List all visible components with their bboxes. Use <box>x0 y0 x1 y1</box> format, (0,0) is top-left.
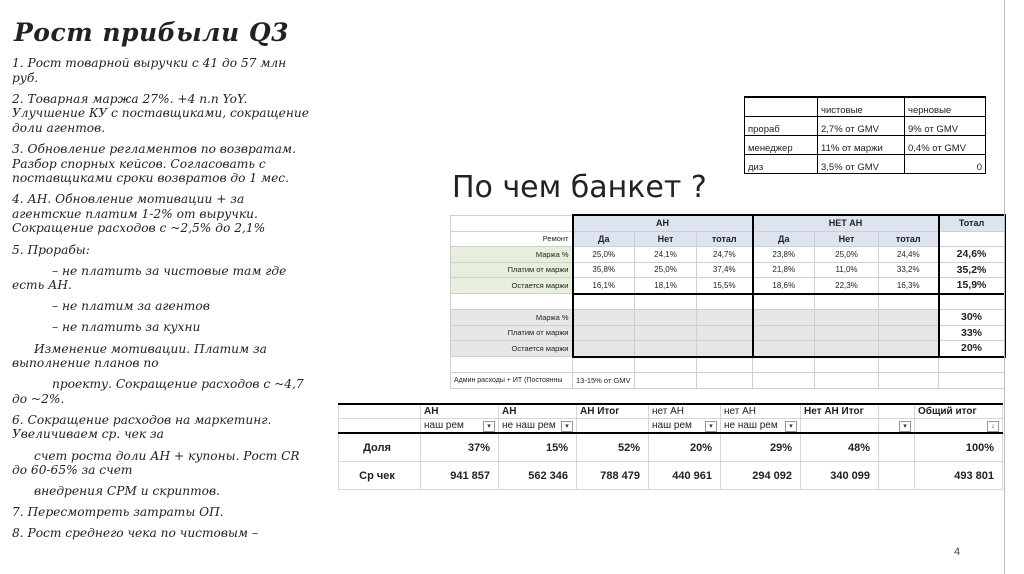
list-item: 6. Сокращение расходов на маркетинг. Увеличиваем ср. чек за <box>12 412 272 442</box>
row-label: Доля <box>339 433 421 462</box>
table-cell: 15,9% <box>939 278 1005 294</box>
column-header: АН Итог <box>577 404 649 419</box>
divider <box>1004 0 1005 574</box>
section-heading: По чем банкет ? <box>452 170 707 205</box>
column-header: Да <box>753 231 815 247</box>
dropdown-icon[interactable]: ▾ <box>785 421 797 432</box>
table-cell <box>879 462 915 490</box>
pivot-table <box>338 403 1003 490</box>
table-cell: 15,5% <box>697 278 753 294</box>
table-cell: 788 479 <box>577 462 649 490</box>
remont-label: Ремонт <box>451 231 573 247</box>
table-row <box>451 325 1005 341</box>
table-cell: диз <box>745 155 818 174</box>
column-header: нет АН <box>649 404 721 419</box>
dropdown-icon[interactable]: ▾ <box>561 421 573 432</box>
table-cell: 16,1% <box>573 278 635 294</box>
column-header: Нет <box>815 231 879 247</box>
table-row <box>451 310 1005 326</box>
table-row <box>745 136 986 155</box>
table-cell: 562 346 <box>499 462 577 490</box>
table-cell: 25,0% <box>815 247 879 263</box>
dropdown-icon[interactable]: ▾ <box>483 421 495 432</box>
table-header: черновые <box>905 97 986 117</box>
table-cell: 9% от GMV <box>905 117 986 136</box>
table-cell: 24,4% <box>879 247 939 263</box>
list-item: внедрения CPM и скриптов. <box>34 484 220 499</box>
row-label: Платим от маржи <box>451 325 573 341</box>
table-cell: 25,0% <box>635 262 697 278</box>
filter-label: не наш рем <box>724 419 778 431</box>
table-cell: 23,8% <box>753 247 815 263</box>
column-header: Нет <box>635 231 697 247</box>
table-cell: 37,4% <box>697 262 753 278</box>
filter-cell[interactable] <box>915 419 1003 434</box>
filter-label: наш рем <box>652 419 692 431</box>
column-header: Да <box>573 231 635 247</box>
table-cell: 2,7% от GMV <box>818 117 905 136</box>
table-cell: 941 857 <box>421 462 499 490</box>
list-item: счет роста доли АН + купоны. Рост CR до 60-65% за счет <box>12 448 300 478</box>
table-row <box>745 117 986 136</box>
list-item: 2. Товарная маржа 27%. +4 п.п YoY. Улучшение КУ с поставщиками, сокращение доли агентов. <box>12 91 309 135</box>
group-header-an: АН <box>573 215 753 231</box>
table-cell: 493 801 <box>915 462 1003 490</box>
dropdown-icon[interactable]: ▾ <box>705 421 717 432</box>
table-cell: 0 <box>905 155 986 174</box>
table-header <box>745 97 818 117</box>
filter-cell[interactable] <box>421 419 499 434</box>
table-row <box>339 462 1003 490</box>
table-cell: 35,2% <box>939 262 1005 278</box>
filter-cell[interactable] <box>879 419 915 434</box>
list-item: 1. Рост товарной выручки с 41 до 57 млн руб. <box>12 56 287 85</box>
list-item: 7. Пересмотреть затраты ОП. <box>12 505 224 520</box>
table-cell: 20% <box>649 433 721 462</box>
row-label: Остается маржи <box>451 278 573 294</box>
table-cell: 52% <box>577 433 649 462</box>
table-cell: 33% <box>939 325 1005 341</box>
filter-cell[interactable] <box>499 419 577 434</box>
filter-label: наш рем <box>424 419 464 431</box>
list-item: Изменение мотивации. Платим за выполнение планов по <box>12 341 267 371</box>
table-cell: 37% <box>421 433 499 462</box>
table-cell: 11% от маржи <box>818 136 905 155</box>
table-cell: менеджер <box>745 136 818 155</box>
table-cell: 3,5% от GMV <box>818 155 905 174</box>
filter-cell[interactable] <box>649 419 721 434</box>
table-cell: 22,3% <box>815 278 879 294</box>
column-header: АН <box>421 404 499 419</box>
table-cell: 21,8% <box>753 262 815 278</box>
table-row <box>451 341 1005 357</box>
table-cell: 24,7% <box>697 247 753 263</box>
table-cell: 20% <box>939 341 1005 357</box>
table-cell: 24,1% <box>635 247 697 263</box>
table-cell: 33,2% <box>879 262 939 278</box>
table-cell: 24,6% <box>939 247 1005 263</box>
table-cell: 294 092 <box>721 462 801 490</box>
table-cell: 25,0% <box>573 247 635 263</box>
table-cell: прораб <box>745 117 818 136</box>
slide-title: Рост прибыли Q3 <box>14 18 290 47</box>
table-cell: 16,3% <box>879 278 939 294</box>
filter-label: не наш рем <box>502 419 556 431</box>
table-row <box>745 155 986 174</box>
page-number: 4 <box>954 546 961 558</box>
list-item: – не платим за агентов <box>52 299 210 314</box>
sort-icon[interactable]: ↓ <box>987 421 999 432</box>
table-row <box>451 262 1005 278</box>
column-header: тотал <box>697 231 753 247</box>
table-cell: 15% <box>499 433 577 462</box>
list-item: 4. АН. Обновление мотивации + за агентские платим 1-2% от выручки. Сокращение расходов с ~2,5% до 2,1% <box>12 192 266 236</box>
table-row <box>451 247 1005 263</box>
table-row <box>451 278 1005 294</box>
table-cell: 11,0% <box>815 262 879 278</box>
table-cell: 340 099 <box>801 462 879 490</box>
table-cell: 18,1% <box>635 278 697 294</box>
column-header: нет АН <box>721 404 801 419</box>
row-label: Админ расходы + ИТ (Постоянны <box>451 373 573 389</box>
table-cell: 29% <box>721 433 801 462</box>
row-label: Платим от маржи <box>451 262 573 278</box>
table-header: чистовые <box>818 97 905 117</box>
table-cell: 18,6% <box>753 278 815 294</box>
column-header: Нет АН Итог <box>801 404 879 419</box>
filter-cell[interactable] <box>721 419 801 434</box>
table-cell: 30% <box>939 310 1005 326</box>
list-item: проекту. Сокращение расходов с ~4,7 до ~2%. <box>12 377 304 406</box>
table-cell: 100% <box>915 433 1003 462</box>
dropdown-icon[interactable]: ▾ <box>899 421 911 432</box>
list-item: – не платить за чистовые там где есть АН. <box>12 263 287 293</box>
row-label: Остается маржи <box>451 341 573 357</box>
group-header-net-an: НЕТ АН <box>753 215 939 231</box>
table-row <box>339 433 1003 462</box>
table-cell: 440 961 <box>649 462 721 490</box>
total-header: Тотал <box>939 215 1005 231</box>
table-cell: 48% <box>801 433 879 462</box>
column-header: АН <box>499 404 577 419</box>
table-cell: 35,8% <box>573 262 635 278</box>
bullet-list <box>12 56 312 548</box>
table-cell: 0,4% от GMV <box>905 136 986 155</box>
row-label: Ср чек <box>339 462 421 490</box>
table-cell: 13-15% от GMV <box>573 373 635 389</box>
list-item: 3. Обновление регламентов по возвратам. Разбор спорных кейсов. Согласовать с поставщиками сроки возвратов до 1 мес. <box>12 141 296 186</box>
list-item: – не платить за кухни <box>52 320 201 335</box>
table-cell <box>879 433 915 462</box>
margin-table <box>450 214 1006 389</box>
list-item: 8. Рост среднего чека по чистовым – <box>12 526 258 541</box>
column-header: тотал <box>879 231 939 247</box>
payout-table <box>744 96 986 174</box>
table-row <box>451 373 1005 389</box>
column-header <box>879 404 915 419</box>
row-label: Маржа % <box>451 247 573 263</box>
row-label: Маржа % <box>451 310 573 326</box>
list-item: 5. Прорабы: <box>12 242 90 257</box>
column-header: Общий итог <box>915 404 1003 419</box>
